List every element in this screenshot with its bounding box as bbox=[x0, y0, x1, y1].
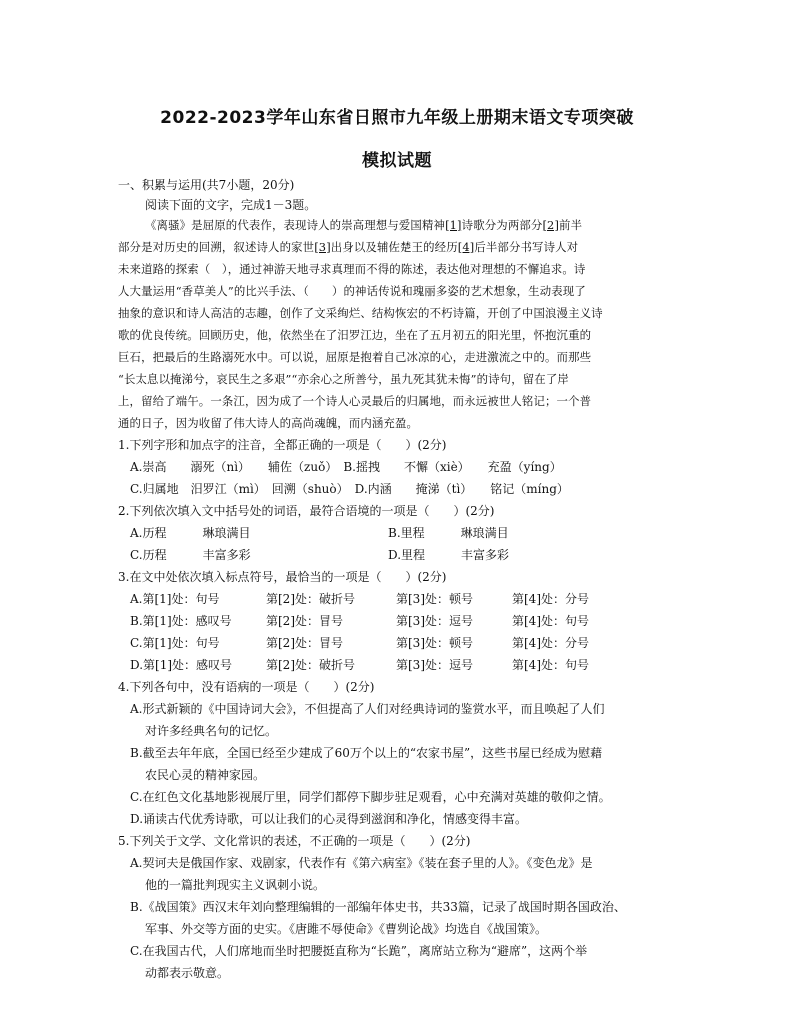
question-3-stem: 3.在文中处依次填入标点符号，最恰当的一项是（ ）(2分) bbox=[118, 570, 447, 584]
passage-line: 通的日子，因为收留了伟大诗人的高尚魂魄，而内涵充盈。 bbox=[118, 416, 419, 430]
punct-choice: 第[4]处：分号 bbox=[512, 592, 589, 606]
question-4-option-b-cont: 农民心灵的精神家园。 bbox=[145, 768, 266, 782]
passage-line bbox=[118, 239, 578, 255]
question-5-option-c-cont: 动都表示敬意。 bbox=[145, 966, 230, 980]
blank-marker-4: [4] bbox=[457, 240, 475, 254]
question-5-option-c: C.在我国古代，人们席地而坐时把腰挺直称为“长跪”，离席站立称为“避席”，这两个举 bbox=[130, 944, 588, 958]
question-2-stem: 2.下列依次填入文中括号处的词语，最符合语境的一项是（ ）(2分) bbox=[118, 504, 495, 518]
passage-text: 后半部分书写诗人对 bbox=[474, 240, 579, 254]
question-5-option-b: B.《战国策》西汉末年刘向整理编辑的一部编年体史书，共33篇，记录了战国时期各国政治、 bbox=[130, 900, 626, 914]
punct-choice: 第[3]处：顿号 bbox=[396, 636, 473, 650]
punct-choice: 第[2]处：破折号 bbox=[266, 658, 355, 672]
passage-line bbox=[145, 217, 582, 233]
passage-line: 上，留给了端午。一条江，因为成了一个诗人心灵最后的归属地，而永远被世人铭记；一个普 bbox=[118, 394, 592, 408]
passage-line: 未来道路的探索（ ），通过神游天地寻求真理而不得的陈述，表达他对理想的不懈追求。诗 bbox=[118, 262, 586, 276]
passage-line: 歌的优良传统。回顾历史，他，依然坐在了汨罗江边，坐在了五月初五的阳光里，怀抱沉重的 bbox=[118, 328, 592, 342]
question-4-option-c: C.在红色文化基地影视展厅里，同学们都停下脚步驻足观看，心中充满对英雄的敬仰之情。 bbox=[130, 790, 611, 804]
question-5-option-b-cont: 军事、外交等方面的史实。《唐雎不辱使命》《曹刿论战》均选自《战国策》。 bbox=[145, 922, 548, 936]
question-2-option-d: D.里程 丰富多彩 bbox=[388, 548, 510, 562]
punct-choice: 第[4]处：句号 bbox=[512, 614, 589, 628]
punct-choice: 第[3]处：顿号 bbox=[396, 592, 473, 606]
question-2-option-c: C.历程 丰富多彩 bbox=[130, 548, 251, 562]
question-1-options-ab: A.崇高 溺死（nì） 辅佐（zuǒ） B.摇拽 不懈（xiè） 充盈（yíng） bbox=[130, 460, 562, 474]
punct-choice: C.第[1]处：句号 bbox=[130, 636, 220, 650]
question-1-options-cd: C.归属地 汨罗江（mì） 回溯（shuò） D.内涵 掩涕（tì） 铭记（míng） bbox=[130, 482, 569, 496]
passage-line: 人大量运用“香草美人”的比兴手法、（ ）的神话传说和瑰丽多姿的艺术想象，生动表现了 bbox=[118, 284, 586, 298]
passage-text: 《离骚》是屈原的代表作，表现诗人的崇高理想与爱国精神 bbox=[145, 218, 446, 232]
punct-choice: 第[2]处：冒号 bbox=[266, 614, 343, 628]
passage-text: 出身以及辅佐楚王的经历 bbox=[330, 240, 458, 254]
punct-choice: 第[3]处：逗号 bbox=[396, 658, 473, 672]
question-5-stem: 5.下列关于文学、文化常识的表述，不正确的一项是（ ）(2分) bbox=[118, 834, 471, 848]
question-4-stem: 4.下列各句中，没有语病的一项是（ ）(2分) bbox=[118, 680, 375, 694]
passage-line: “长太息以掩涕兮，哀民生之多艰”“亦余心之所善兮，虽九死其犹未悔”的诗句，留在了岸 bbox=[118, 372, 569, 386]
punct-choice: 第[2]处：破折号 bbox=[266, 592, 355, 606]
blank-marker-1: [1] bbox=[445, 218, 462, 232]
punct-choice: 第[4]处：分号 bbox=[512, 636, 589, 650]
document-title: 2022-2023学年山东省日照市九年级上册期末语文专项突破 bbox=[160, 108, 634, 128]
question-5-option-a: A.契诃夫是俄国作家、戏剧家，代表作有《第六病室》《装在套子里的人》。《变色龙》是 bbox=[130, 856, 593, 870]
question-5-option-a-cont: 他的一篇批判现实主义讽刺小说。 bbox=[145, 878, 326, 892]
reading-instruction: 阅读下面的文字，完成1－3题。 bbox=[145, 198, 317, 212]
section-heading: 一、积累与运用(共7小题，20分) bbox=[118, 178, 295, 192]
punct-choice: 第[4]处：句号 bbox=[512, 658, 589, 672]
passage-line: 巨石，把最后的生路溺死水中。可以说，屈原是抱着自己冰凉的心，走进激流之中的。而那些 bbox=[118, 350, 592, 364]
question-4-option-a: A.形式新颖的《中国诗词大会》，不但提高了人们对经典诗词的鉴赏水平，而且唤起了人们 bbox=[130, 702, 605, 716]
punct-choice: B.第[1]处：感叹号 bbox=[130, 614, 232, 628]
question-2-option-a: A.历程 琳琅满目 bbox=[130, 526, 251, 540]
question-4-option-a-cont: 对许多经典名句的记忆。 bbox=[145, 724, 278, 738]
passage-line: 抽象的意识和诗人高洁的志趣，创作了文采绚烂、结构恢宏的不朽诗篇，开创了中国浪漫主义诗 bbox=[118, 306, 603, 320]
question-2-option-b: B.里程 琳琅满目 bbox=[388, 526, 509, 540]
passage-text: 部分是对历史的回溯，叙述诗人的家世 bbox=[118, 240, 315, 254]
passage-text: 诗歌分为两部分 bbox=[461, 218, 543, 232]
blank-marker-3: [3] bbox=[314, 240, 331, 254]
question-4-option-d: D.诵读古代优秀诗歌，可以让我们的心灵得到滋润和净化，情感变得丰富。 bbox=[130, 812, 528, 826]
passage-text: 前半 bbox=[559, 218, 583, 232]
question-4-option-b: B.截至去年年底，全国已经至少建成了60万个以上的“农家书屋”，这些书屋已经成为慰藉 bbox=[130, 746, 603, 760]
document-subtitle: 模拟试题 bbox=[362, 151, 432, 171]
punct-choice: 第[3]处：逗号 bbox=[396, 614, 473, 628]
question-1-stem: 1.下列字形和加点字的注音，全都正确的一项是（ ）(2分) bbox=[118, 438, 447, 452]
punct-choice: D.第[1]处：感叹号 bbox=[130, 658, 233, 672]
punct-choice: 第[2]处：冒号 bbox=[266, 636, 343, 650]
blank-marker-2: [2] bbox=[542, 218, 560, 232]
punct-choice: A.第[1]处：句号 bbox=[130, 592, 220, 606]
